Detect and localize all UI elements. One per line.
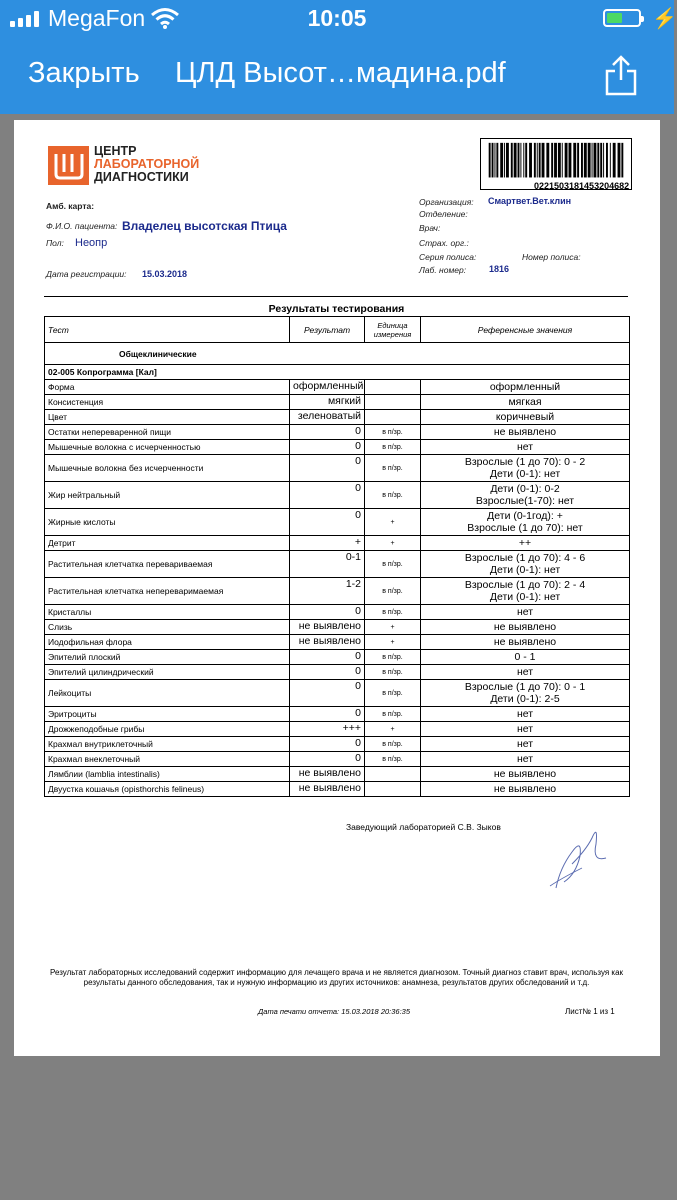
reference-cell xyxy=(421,665,630,680)
test-cell: Растительная клетчатка непереваримаемая xyxy=(45,578,290,605)
result-cell: 0 xyxy=(290,650,365,665)
unit-cell: в п/зр. xyxy=(365,665,421,680)
document-title: ЦЛД Высот…мадина.pdf xyxy=(175,57,506,89)
table-row xyxy=(45,707,630,722)
result-cell: не выявлено xyxy=(290,620,365,635)
table-row xyxy=(45,578,630,605)
results-title: Результаты тестирования xyxy=(268,303,405,315)
result-cell: +++ xyxy=(290,722,365,737)
fio-label: Ф.И.О. пациента: xyxy=(46,221,118,231)
test-cell: Остатки непереваренной пищи xyxy=(45,425,290,440)
unit-cell xyxy=(365,767,421,782)
lab-logo-text: ЦЕНТР ЛАБОРАТОРНОЙ ДИАГНОСТИКИ xyxy=(94,144,200,184)
header-test: Тест xyxy=(45,317,290,343)
unit-cell: в п/зр. xyxy=(365,482,421,509)
reference-line: Взрослые (1 до 70): 4 - 6 xyxy=(464,552,586,564)
table-row xyxy=(45,536,630,551)
disclaimer: Результат лабораторных исследований содержит информацию для лечащего врача и не является диагнозом. Точный диагноз ставит врач, используя как результаты данного обследования, так и нужную информацию из других источников: анамнеза, результатов других обследований и т.д. xyxy=(49,968,624,987)
reference-cell xyxy=(421,455,630,482)
result-cell: 0-1 xyxy=(290,551,365,578)
charging-icon: ⚡ xyxy=(652,8,677,30)
reference-line: Дети (0-1): 0-2 xyxy=(490,483,560,495)
result-cell: 0 xyxy=(290,752,365,767)
reference-line: нет xyxy=(516,738,534,750)
unit-cell: в п/зр. xyxy=(365,578,421,605)
table-row xyxy=(45,425,630,440)
reference-line: оформленный xyxy=(489,381,561,393)
reference-cell xyxy=(421,650,630,665)
navigation-bar xyxy=(0,0,677,114)
result-cell: 0 xyxy=(290,509,365,536)
table-row xyxy=(45,767,630,782)
unit-cell: в п/зр. xyxy=(365,737,421,752)
unit-cell: + xyxy=(365,509,421,536)
unit-cell: в п/зр. xyxy=(365,605,421,620)
battery-icon xyxy=(603,9,641,27)
test-cell: Эпителий плоский xyxy=(45,650,290,665)
unit-cell: в п/зр. xyxy=(365,707,421,722)
test-cell: Лямблии (lamblia intestinalis) xyxy=(45,767,290,782)
reference-line: Дети (0-1): нет xyxy=(489,468,561,480)
reference-cell xyxy=(421,551,630,578)
test-cell: Лейкоциты xyxy=(45,680,290,707)
unit-cell: в п/зр. xyxy=(365,440,421,455)
reference-line: Взрослые (1 до 70): 0 - 2 xyxy=(464,456,586,468)
doctor-label: Врач: xyxy=(419,223,441,233)
panel-label: 02-005 Копрограмма [Кал] xyxy=(45,365,365,380)
result-cell: 0 xyxy=(290,605,365,620)
result-cell: 0 xyxy=(290,665,365,680)
reference-cell xyxy=(421,605,630,620)
reference-cell xyxy=(421,410,630,425)
reference-line: нет xyxy=(516,606,534,618)
status-bar xyxy=(0,0,677,40)
table-row xyxy=(45,620,630,635)
reference-cell xyxy=(421,620,630,635)
barcode-number: 0221503181453204682 xyxy=(534,181,630,191)
table-row xyxy=(45,722,630,737)
table-row xyxy=(45,482,630,509)
unit-cell: в п/зр. xyxy=(365,455,421,482)
unit-cell: в п/зр. xyxy=(365,650,421,665)
policy-number-label: Номер полиса: xyxy=(522,252,581,262)
test-cell: Кристаллы xyxy=(45,605,290,620)
unit-cell: + xyxy=(365,536,421,551)
header-unit: Единица измерения xyxy=(365,317,421,343)
reference-line: Дети (0-1год): + xyxy=(487,510,563,522)
test-cell: Жир нейтральный xyxy=(45,482,290,509)
unit-cell xyxy=(365,395,421,410)
result-cell: 0 xyxy=(290,737,365,752)
table-row xyxy=(45,635,630,650)
reference-line: Взрослые (1 до 70): 0 - 1 xyxy=(464,681,586,693)
reference-line: не выявлено xyxy=(493,426,557,438)
reference-line: коричневый xyxy=(495,411,555,423)
sex-label: Пол: xyxy=(46,238,64,248)
group-row xyxy=(45,343,630,365)
result-cell: не выявлено xyxy=(290,782,365,797)
test-cell: Иодофильная флора xyxy=(45,635,290,650)
result-cell: 1-2 xyxy=(290,578,365,605)
signature-line: Заведующий лабораторией С.В. Зыков xyxy=(346,822,501,832)
org-label: Организация: xyxy=(419,197,474,207)
reference-cell xyxy=(421,752,630,767)
fio-value: Владелец высотская Птица xyxy=(122,219,287,233)
table-row xyxy=(45,395,630,410)
unit-cell: в п/зр. xyxy=(365,551,421,578)
table-row xyxy=(45,455,630,482)
unit-cell: в п/зр. xyxy=(365,425,421,440)
table-row xyxy=(45,650,630,665)
share-icon[interactable] xyxy=(604,54,638,96)
signature-image xyxy=(542,816,622,896)
test-cell: Двуустка кошачья (opisthorchis felineus) xyxy=(45,782,290,797)
reference-cell xyxy=(421,680,630,707)
reference-cell xyxy=(421,395,630,410)
reference-cell xyxy=(421,782,630,797)
unit-cell: + xyxy=(365,722,421,737)
test-cell: Жирные кислоты xyxy=(45,509,290,536)
pdf-page[interactable] xyxy=(14,120,660,1056)
reference-cell xyxy=(421,737,630,752)
reference-cell xyxy=(421,380,630,395)
table-row xyxy=(45,782,630,797)
reference-line: мягкая xyxy=(508,396,542,408)
reference-line: Взрослые (1 до 70): 2 - 4 xyxy=(464,579,586,591)
policy-series-label: Серия полиса: xyxy=(419,252,477,262)
table-row xyxy=(45,665,630,680)
clock: 10:05 xyxy=(307,5,367,31)
lab-number-value: 1816 xyxy=(489,264,510,274)
reference-cell xyxy=(421,440,630,455)
unit-cell xyxy=(365,410,421,425)
test-cell: Слизь xyxy=(45,620,290,635)
close-button[interactable]: Закрыть xyxy=(28,57,140,89)
unit-cell: + xyxy=(365,635,421,650)
lab-logo-icon xyxy=(48,146,89,185)
insurer-label: Страх. орг.: xyxy=(419,238,469,248)
test-cell: Эритроциты xyxy=(45,707,290,722)
table-row xyxy=(45,410,630,425)
test-cell: Мышечные волокна без исчерченности xyxy=(45,455,290,482)
reference-line: не выявлено xyxy=(493,621,557,633)
reference-line: Дети (0-1): нет xyxy=(489,564,561,576)
page-info: Лист№ 1 из 1 xyxy=(565,1007,615,1016)
panel-row xyxy=(45,365,630,380)
test-cell: Крахмал внутриклеточный xyxy=(45,737,290,752)
result-cell: мягкий xyxy=(290,395,365,410)
table-row xyxy=(45,440,630,455)
result-cell: не выявлено xyxy=(290,767,365,782)
reference-line: нет xyxy=(516,708,534,720)
result-cell: не выявлено xyxy=(290,635,365,650)
reg-date-value: 15.03.2018 xyxy=(142,269,188,279)
unit-cell: + xyxy=(365,620,421,635)
header-result: Результат xyxy=(290,317,365,343)
reg-date-label: Дата регистрации: xyxy=(46,269,127,279)
reference-cell xyxy=(421,578,630,605)
table-row xyxy=(45,737,630,752)
reference-line: нет xyxy=(516,441,534,453)
result-cell: 0 xyxy=(290,425,365,440)
table-row xyxy=(45,551,630,578)
reference-cell xyxy=(421,767,630,782)
result-cell: 0 xyxy=(290,707,365,722)
amb-card-label: Амб. карта: xyxy=(46,201,95,211)
reference-cell xyxy=(421,536,630,551)
results-table xyxy=(44,316,629,797)
org-value: Смартвет.Вет.клин xyxy=(488,196,572,206)
dept-label: Отделение: xyxy=(419,209,468,219)
reference-line: Дети (0-1): нет xyxy=(489,591,561,603)
test-cell: Дрожжеподобные грибы xyxy=(45,722,290,737)
test-cell: Форма xyxy=(45,380,290,395)
result-cell: зеленоватый xyxy=(290,410,365,425)
lab-number-label: Лаб. номер: xyxy=(419,265,467,275)
result-cell: 0 xyxy=(290,440,365,455)
reference-cell xyxy=(421,509,630,536)
print-date: Дата печати отчета: 15.03.2018 20:36:35 xyxy=(258,1007,411,1016)
reference-cell xyxy=(421,425,630,440)
table-row xyxy=(45,605,630,620)
reference-line: ++ xyxy=(518,537,532,549)
unit-cell: в п/зр. xyxy=(365,752,421,767)
test-cell: Детрит xyxy=(45,536,290,551)
reference-cell xyxy=(421,707,630,722)
reference-line: 0 - 1 xyxy=(514,651,536,663)
reference-cell xyxy=(421,635,630,650)
reference-line: Взрослые(1-70): нет xyxy=(475,495,575,507)
test-cell: Консистенция xyxy=(45,395,290,410)
test-cell: Растительная клетчатка перевариваемая xyxy=(45,551,290,578)
sex-value: Неопр xyxy=(75,237,108,249)
reference-cell xyxy=(421,482,630,509)
table-header xyxy=(45,317,630,343)
reference-line: не выявлено xyxy=(493,768,557,780)
result-cell: 0 xyxy=(290,455,365,482)
carrier-name: MegaFon xyxy=(48,5,146,31)
table-row xyxy=(45,509,630,536)
reference-line: Взрослые (1 до 70): нет xyxy=(467,522,583,534)
result-cell: оформленный xyxy=(290,380,365,395)
table-row xyxy=(45,380,630,395)
result-cell: 0 xyxy=(290,482,365,509)
unit-cell: в п/зр. xyxy=(365,680,421,707)
group-label: Общеклинические xyxy=(45,343,630,365)
reference-line: не выявлено xyxy=(493,783,557,795)
reference-line: нет xyxy=(516,723,534,735)
unit-cell xyxy=(365,782,421,797)
divider xyxy=(44,296,628,297)
result-cell: + xyxy=(290,536,365,551)
reference-line: нет xyxy=(516,666,534,678)
reference-line: не выявлено xyxy=(493,636,557,648)
unit-cell xyxy=(365,380,421,395)
test-cell: Эпителий цилиндрический xyxy=(45,665,290,680)
table-row xyxy=(45,680,630,707)
header-reference: Референсные значения xyxy=(421,317,630,343)
reference-cell xyxy=(421,722,630,737)
test-cell: Цвет xyxy=(45,410,290,425)
test-cell: Мышечные волокна с исчерченностью xyxy=(45,440,290,455)
reference-line: Дети (0-1): 2-5 xyxy=(490,693,560,705)
test-cell: Крахмал внеклеточный xyxy=(45,752,290,767)
reference-line: нет xyxy=(516,753,534,765)
result-cell: 0 xyxy=(290,680,365,707)
table-row xyxy=(45,752,630,767)
